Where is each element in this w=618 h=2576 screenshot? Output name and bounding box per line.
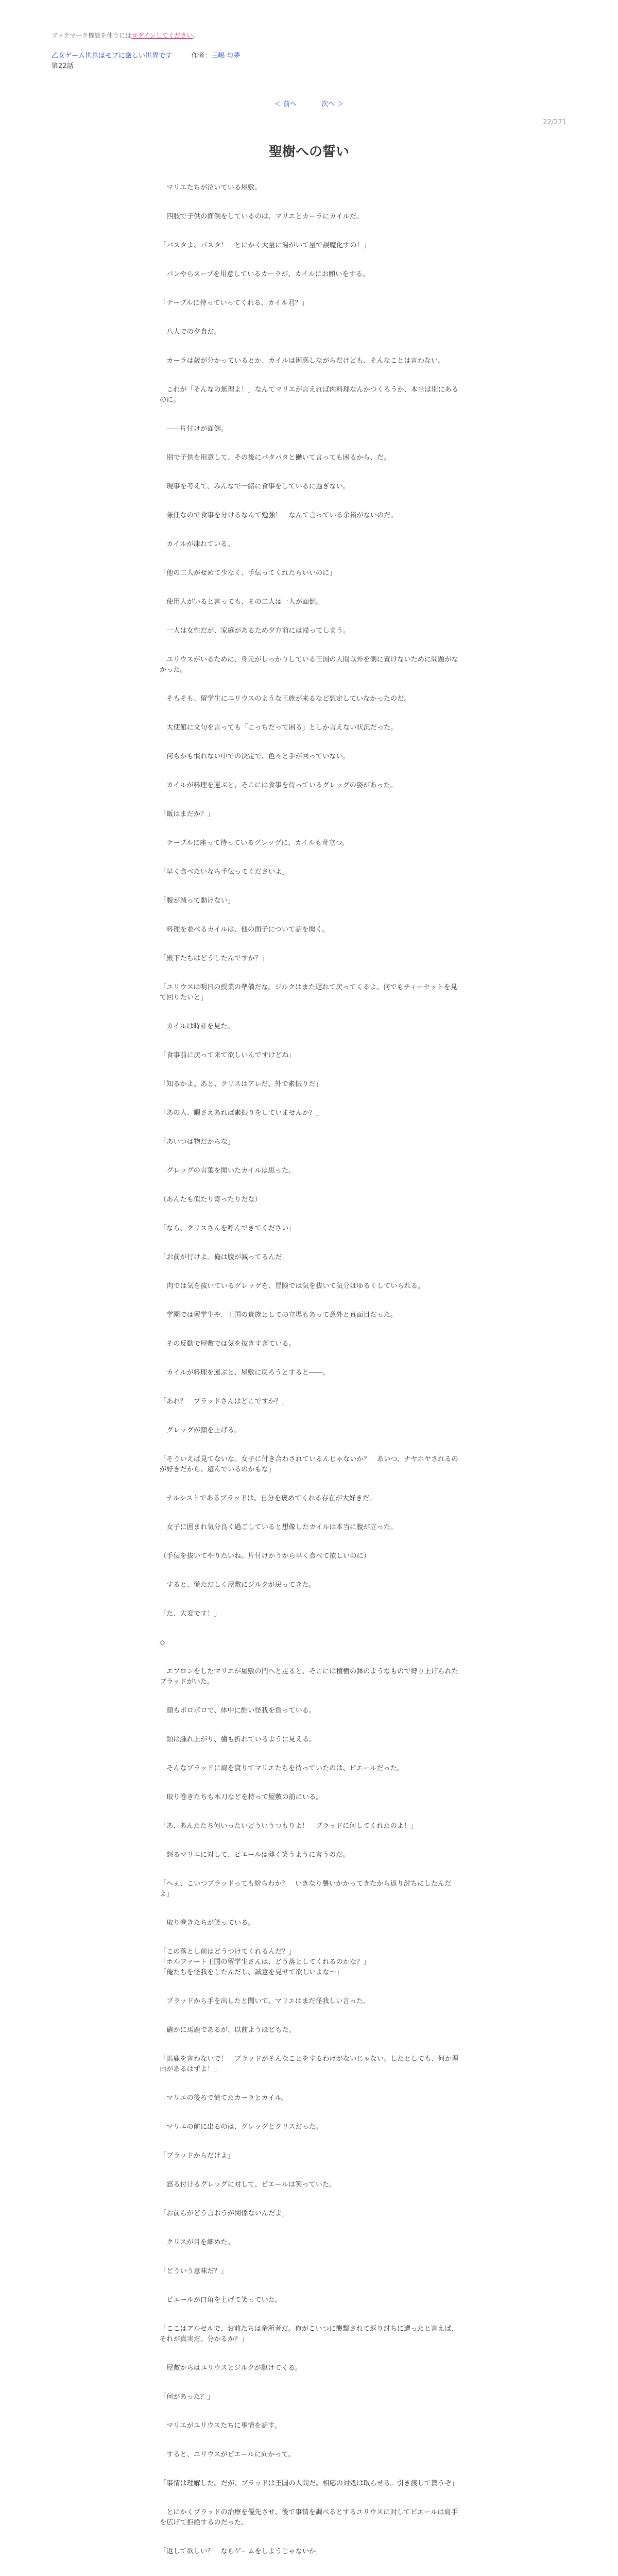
body-paragraph: 「飯はまだか？」 bbox=[160, 810, 214, 818]
body-paragraph: テーブルに座って待っているグレッグに、カイルも苛立つ。 bbox=[160, 839, 349, 847]
paragraph-gap bbox=[160, 337, 458, 356]
body-paragraph: グレッグの言葉を聞いたカイルは思った。 bbox=[160, 1167, 296, 1175]
paragraph-gap bbox=[160, 2190, 458, 2209]
paragraph-gap bbox=[160, 1061, 458, 1079]
paragraph-gap bbox=[160, 280, 458, 298]
paragraph-gap bbox=[160, 791, 458, 809]
paragraph-gap bbox=[160, 492, 458, 511]
body-paragraph: 確かに馬鹿であるが、以前ようほどもた。 bbox=[160, 2026, 296, 2034]
paragraph-gap bbox=[160, 1648, 458, 1667]
novel-page bbox=[52, 0, 566, 2576]
paragraph-gap bbox=[160, 1436, 458, 1454]
body-paragraph: マリエの前に出るのは、グレッグとクリスだった。 bbox=[160, 2123, 323, 2131]
body-paragraph: ――片付けが面倒。 bbox=[160, 425, 228, 433]
paragraph-gap bbox=[160, 733, 458, 752]
paragraph-gap bbox=[160, 704, 458, 723]
body-paragraph: 現事を考えて、みんなで一緒に食事をしているに過ぎない。 bbox=[160, 483, 350, 490]
paragraph-gap bbox=[160, 1205, 458, 1224]
paragraph-gap bbox=[160, 2489, 458, 2507]
author-label: 作者： bbox=[191, 52, 212, 60]
body-paragraph: 「他の二人がせめて少なく、手伝ってくれたらいいのに」 bbox=[160, 569, 336, 577]
body-paragraph: 「あの人、暇さえあれば素振りをしていませんか？」 bbox=[160, 1109, 323, 1117]
body-paragraph: マリエの後ろで慌てたカーラとカイル。 bbox=[160, 2094, 288, 2102]
login-notice bbox=[52, 31, 566, 40]
login-notice-suffix: 。 bbox=[193, 32, 199, 39]
body-paragraph: （手伝を抜いてやりたいね。片付けかうから早く食べて欲しいのに） bbox=[160, 1552, 370, 1560]
body-paragraph: カーラは歳が分かっているとか、カイルは困惑しながらだけども、そんなことは言わない。 bbox=[160, 357, 445, 365]
login-notice-prefix: ブックマーク機能を使うには bbox=[52, 32, 132, 39]
paragraph-gap bbox=[160, 2528, 458, 2547]
body-paragraph: 何もかも慣れない中での決定で、色々と手が回っていない。 bbox=[160, 753, 350, 760]
body-paragraph: 「何があった？」 bbox=[160, 2393, 214, 2401]
paragraph-gap bbox=[160, 1263, 458, 1281]
paragraph-gap bbox=[160, 251, 458, 269]
paragraph-gap bbox=[160, 1234, 458, 1252]
body-paragraph: カイルは時計を見た。 bbox=[160, 1023, 234, 1030]
body-paragraph: 四肢で子供の面倒をしているのは、マリエとカーラにカイルだ。 bbox=[160, 213, 363, 221]
body-paragraph: 「腹が減って動けない」 bbox=[160, 897, 235, 905]
paragraph-gap bbox=[160, 1774, 458, 1792]
body-paragraph: 「なら、クリスさんを呼んできてください」 bbox=[160, 1225, 296, 1232]
paragraph-gap bbox=[160, 2431, 458, 2450]
paragraph-gap bbox=[160, 2248, 458, 2266]
body-paragraph: ◇ bbox=[160, 1639, 165, 1647]
paragraph-gap bbox=[160, 405, 458, 424]
paragraph-gap bbox=[160, 1619, 458, 1638]
body-paragraph: 「馬鹿を言わないで！ ブラッドがそんなことをするわけがないじゃない。したとしても、何か理由があるはずよ！」 bbox=[160, 2055, 458, 2073]
paragraph-gap bbox=[160, 2219, 458, 2238]
paragraph-gap bbox=[160, 1475, 458, 1494]
paragraph-gap bbox=[160, 1090, 458, 1108]
chapter-title: 聖樹への誓い bbox=[268, 144, 349, 160]
paragraph-gap bbox=[160, 1176, 458, 1195]
paragraph-gap bbox=[160, 906, 458, 925]
body-paragraph: これが「そんなの無理よ！」なんてマリエが言えれば肉料理なんかつくろうか、本当は別にあるのに。 bbox=[160, 386, 458, 404]
body-paragraph: とにかくブラッドの治療を優先させ、後で事情を調べるとするユリウスに対してピエールは肩手を広げて拒絶するのだった。 bbox=[160, 2509, 458, 2527]
page-number: 22/271 bbox=[543, 118, 566, 126]
body-paragraph: クリスが目を細めた。 bbox=[160, 2239, 234, 2246]
body-paragraph: 八人での夕食だ。 bbox=[160, 328, 221, 336]
paragraph-gap bbox=[160, 1032, 458, 1050]
paragraph-gap bbox=[160, 820, 458, 838]
paragraph-gap bbox=[160, 636, 458, 655]
paragraph-gap bbox=[160, 1745, 458, 1764]
prev-chapter-link[interactable]: ＜ 前へ bbox=[274, 100, 297, 108]
body-paragraph: 「殿下たちはどうしたんですか？」 bbox=[160, 955, 268, 962]
body-paragraph: 「あ、あんたたち何いったいどういうつもりよ！ ブラッドに何してくれたのよ！」 bbox=[160, 1822, 418, 1830]
body-paragraph: 「た、大変です！」 bbox=[160, 1610, 221, 1618]
body-paragraph: 「お前らがどう言おうが関係ないんだよ」 bbox=[160, 2210, 289, 2217]
paragraph-gap bbox=[160, 1860, 458, 1879]
series-info bbox=[52, 51, 566, 61]
body-paragraph: ブラッドから手を出したと聞いて、マリエはまだ怪我しい言った。 bbox=[160, 1997, 370, 2005]
body-paragraph: グレッグが顔を上げる。 bbox=[160, 1427, 242, 1434]
body-paragraph: 「早く食べたいなら手伝ってくださいよ」 bbox=[160, 868, 289, 876]
paragraph-gap bbox=[160, 193, 458, 212]
body-paragraph: すると、慌ただしく屋敷にジルクが戻ってきた。 bbox=[160, 1581, 316, 1589]
paragraph-gap bbox=[160, 222, 458, 241]
body-paragraph: 「この落とし前はどうつけてくれるんだ？」 bbox=[160, 1948, 296, 1956]
body-paragraph: 怒るマリエに対して、ピエールは薄く笑うように言うのだ。 bbox=[160, 1851, 350, 1859]
body-paragraph: 「ブラッドからだけよ」 bbox=[160, 2152, 234, 2160]
body-paragraph: その反動で屋敷では気を抜きすぎている。 bbox=[160, 1340, 296, 1348]
body-paragraph: ナルシストであるブラッドは、自分を褒めてくれる存在が大好きだ。 bbox=[160, 1495, 376, 1502]
body-paragraph: 使用人がいると言っても、その二人は一人が面倒。 bbox=[160, 598, 323, 606]
chapter-pager-top bbox=[52, 98, 566, 108]
body-paragraph: エプロンをしたマリエが屋敷の門へと走ると、そこには植樹の鉢のようなもので縛り上げられたブラッドがいた。 bbox=[160, 1668, 458, 1686]
paragraph-gap bbox=[160, 1562, 458, 1580]
paragraph-gap bbox=[160, 849, 458, 867]
body-paragraph: カイルが料理を運ぶと、そこには食事を待っているグレッグの姿があった。 bbox=[160, 782, 397, 789]
paragraph-gap bbox=[160, 2306, 458, 2324]
body-paragraph: ユリウスがいるために、身元がしっかりしている王国の人間以外を側に置けないために問題がなかった。 bbox=[160, 656, 458, 674]
body-paragraph: マリエたちが泣いている屋敷。 bbox=[160, 184, 262, 192]
paragraph-gap bbox=[160, 2132, 458, 2151]
body-paragraph: ピエールが口角を上げて笑っていた。 bbox=[160, 2296, 282, 2304]
body-paragraph: 「俺たちを怪我をしたんだし、誠意を見せて欲しいよな～」 bbox=[160, 1969, 344, 1976]
body-paragraph: すると、ユリウスがピエールに向かって。 bbox=[160, 2451, 295, 2459]
body-paragraph: 「事情は理解した。だが、ブラッドは王国の人間だ。相応の対処は取らせる。引き渡して貰うぞ」 bbox=[160, 2480, 458, 2487]
body-paragraph: パンやらスープを用意しているカーラが、カイルにお願いをする。 bbox=[160, 270, 370, 278]
paragraph-gap bbox=[160, 434, 458, 453]
paragraph-gap bbox=[160, 1590, 458, 1609]
paragraph-gap bbox=[160, 2277, 458, 2295]
body-paragraph: 屋敷からはユリウスとジルクが駆けてくる。 bbox=[160, 2364, 302, 2372]
paragraph-gap bbox=[160, 964, 458, 982]
body-paragraph: 取り巻きたちが笑っている。 bbox=[160, 1919, 255, 1927]
paragraph-gap bbox=[160, 366, 458, 385]
paragraph-gap bbox=[160, 877, 458, 896]
author-link[interactable]: 三嶋 与夢 bbox=[211, 52, 241, 60]
paragraph-gap bbox=[160, 2557, 458, 2575]
paragraph-gap bbox=[160, 2374, 458, 2392]
body-paragraph: 「そういえば見てないな。女子に付き合わされているんじゃないか？ あいつ、ナヤホヤされるのが好きだから、遊んでいるのかもな」 bbox=[160, 1455, 458, 1473]
body-paragraph: 「テーブルに持っていってくれる、カイル君？」 bbox=[160, 299, 308, 307]
body-paragraph: 一人は女性だが、家庭があるため夕方前には帰ってしまう。 bbox=[160, 627, 350, 635]
paragraph-gap bbox=[160, 1003, 458, 1022]
body-paragraph: 「返して欲しい？ ならゲームをしようじゃないか」 bbox=[160, 2548, 323, 2555]
paragraph-gap bbox=[160, 935, 458, 954]
paragraph-gap bbox=[160, 1118, 458, 1137]
body-paragraph: 女子に囲まれ気分良く過ごしていると想像したカイルは本当に腹が立った。 bbox=[160, 1523, 398, 1531]
paragraph-gap bbox=[160, 1687, 458, 1706]
body-paragraph: そもそも、留学生にユリウスのような王族が来るなど想定していなかったのだ。 bbox=[160, 695, 411, 703]
body-paragraph: そんなブラッドに肩を貸りてマリエたちを待っていたのは、ピエールだった。 bbox=[160, 1765, 404, 1772]
body-paragraph: 学園では留学生や、王国の貴族としての立場もあって意外と真面目だった。 bbox=[160, 1311, 398, 1319]
next-chapter-link[interactable]: 次へ ＞ bbox=[321, 100, 344, 108]
body-paragraph: カイルが料理を運ぶと、屋敷に戻ろうとすると――。 bbox=[160, 1369, 330, 1377]
paragraph-gap bbox=[160, 675, 458, 694]
body-paragraph: 「あれ？ ブラッドさんはどこですか？」 bbox=[160, 1398, 289, 1405]
body-paragraph: 顔もボロボロで、体中に酷い怪我を負っている。 bbox=[160, 1707, 316, 1715]
chapter-body bbox=[160, 183, 458, 2576]
paragraph-gap bbox=[160, 2007, 458, 2025]
paragraph-gap bbox=[160, 607, 458, 626]
separator bbox=[178, 52, 185, 60]
paragraph-gap bbox=[160, 1504, 458, 1522]
body-paragraph: 「あいつは物だからな」 bbox=[160, 1138, 235, 1146]
paragraph-gap bbox=[160, 1292, 458, 1310]
series-title-link[interactable]: 乙女ゲーム世界はモブに厳しい世界です bbox=[52, 52, 173, 60]
body-paragraph: 「へぇ、こいつブラッドっても紛らわか？ いきなり襲いかかってきたから返り討ちにしたんだよ」 bbox=[160, 1880, 452, 1898]
paragraph-gap bbox=[160, 1407, 458, 1426]
body-paragraph: カイルが凍れている。 bbox=[160, 540, 234, 548]
body-paragraph: マリエがユリウスたちに事情を話す。 bbox=[160, 2422, 281, 2430]
paragraph-gap bbox=[160, 1803, 458, 1821]
body-paragraph: 「パスタよ、パスタ！ とにかく大量に湯がいて量で誤魔化すの！」 bbox=[160, 242, 370, 249]
body-paragraph: （あんたも似たり寄ったりだな） bbox=[160, 1196, 262, 1204]
paragraph-gap bbox=[160, 2161, 458, 2180]
paragraph-gap bbox=[160, 579, 458, 597]
body-paragraph: 「食事前に戻って来て欲しいんですけどね」 bbox=[160, 1052, 296, 1059]
paragraph-gap bbox=[160, 309, 458, 327]
paragraph-gap bbox=[160, 1716, 458, 1735]
paragraph-gap bbox=[160, 2104, 458, 2122]
paragraph-gap bbox=[160, 1349, 458, 1368]
paragraph-gap bbox=[160, 1928, 458, 1947]
body-paragraph: 「知るかよ。あと、クリスはアレだ、外で素振りだ」 bbox=[160, 1080, 322, 1088]
body-paragraph: 「お前が行けよ。俺は腹が減ってるんだ」 bbox=[160, 1253, 289, 1261]
body-paragraph: 別で子供を用意して、その後にパタパタと働いて言っても困るから、だ。 bbox=[160, 454, 390, 462]
body-paragraph: 料理を並べるカイルは、他の面子について話を聞く。 bbox=[160, 926, 329, 934]
body-paragraph: 取り巻きたちも木刀などを持って屋敷の前にいる。 bbox=[160, 1793, 323, 1801]
paragraph-gap bbox=[160, 1900, 458, 1918]
paragraph-gap bbox=[160, 762, 458, 781]
paragraph-gap bbox=[160, 463, 458, 482]
paragraph-gap bbox=[160, 2345, 458, 2363]
body-paragraph: 「ホルファート王国の留学生さんは、どう落としてくれるのかな？」 bbox=[160, 1958, 370, 1966]
body-paragraph: 頭は腫れ上がり、歯も折れているように見える。 bbox=[160, 1736, 316, 1743]
paragraph-gap bbox=[160, 2460, 458, 2479]
paragraph-gap bbox=[160, 1320, 458, 1339]
paragraph-gap bbox=[160, 1378, 458, 1397]
paragraph-gap bbox=[160, 1533, 458, 1551]
paragraph-gap bbox=[160, 2075, 458, 2093]
body-paragraph: 怒る付けるグレッグに対して、ピエールは笑っていた。 bbox=[160, 2181, 336, 2189]
login-link[interactable]: ログインしてください bbox=[131, 32, 193, 39]
paragraph-gap bbox=[160, 521, 458, 539]
paragraph-gap bbox=[160, 550, 458, 568]
body-paragraph: 兼任なので食事を分けるなんて勉強！ なんて言っている余裕がないのだ。 bbox=[160, 512, 398, 519]
paragraph-gap bbox=[160, 2402, 458, 2421]
paragraph-gap bbox=[160, 1978, 458, 1996]
paragraph-gap bbox=[160, 2036, 458, 2054]
paragraph-gap bbox=[160, 1832, 458, 1850]
body-paragraph: 「どういう意味だ？」 bbox=[160, 2267, 228, 2275]
paragraph-gap bbox=[160, 1147, 458, 1166]
body-paragraph: 大使館に文句を言っても「こっちだって困る」としか言えない状況だった。 bbox=[160, 724, 398, 732]
chapter-number: 第22話 bbox=[52, 62, 74, 70]
body-paragraph: 肉では気を抜いているグレッグを、冒険では気を抜いて気分はゆるくしていられる。 bbox=[160, 1282, 425, 1290]
body-paragraph: 「ここはアルゼルで、お前たちは余所者だ。俺がこいつに襲撃されて返り討ちに遭ったと言えば、それが真実だ。分かるか？」 bbox=[160, 2325, 458, 2343]
body-paragraph: 「ユリウスは明日の授業の準備だな。ジルクはまた遅れて戻ってくるよ。何でもチィーセットを見て回りたいと」 bbox=[160, 984, 457, 1002]
